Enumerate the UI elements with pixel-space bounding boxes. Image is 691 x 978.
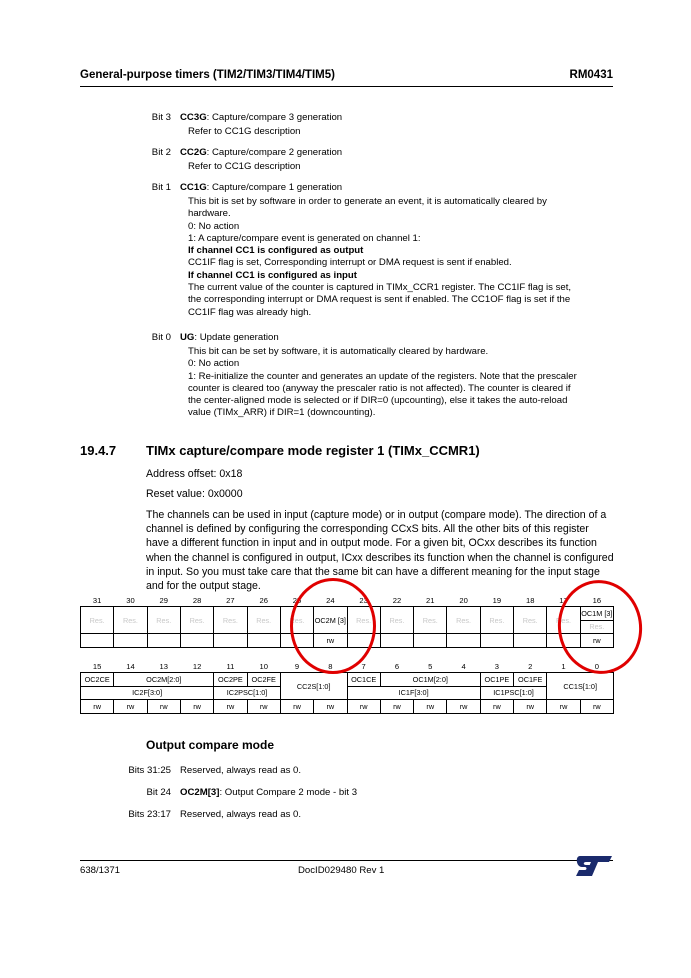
section-title: TIMx capture/compare mode register 1 (TIMx_CCMR1) bbox=[146, 443, 480, 458]
ic1psc-field: IC1PSC[1:0] bbox=[480, 686, 547, 700]
ic2f-field: IC2F[3:0] bbox=[81, 686, 214, 700]
access-cell bbox=[114, 634, 147, 648]
page-header-ref: RM0431 bbox=[569, 69, 613, 81]
bit-number: Bit 1 bbox=[151, 182, 171, 193]
oc1m3-field: OC1M [3] bbox=[580, 607, 613, 621]
oc2pe-field: OC2PE bbox=[214, 673, 247, 687]
highlight-circle-oc2m bbox=[290, 578, 376, 674]
page-header-title: General-purpose timers (TIM2/TIM3/TIM4/TIM5) bbox=[80, 69, 335, 81]
access-cell: rw bbox=[280, 700, 313, 714]
bit-name: UG: Update generation bbox=[180, 332, 279, 343]
bit-number: Bit 0 bbox=[151, 332, 171, 343]
section-number: 19.4.7 bbox=[80, 443, 117, 458]
access-cell: rw bbox=[414, 700, 447, 714]
cc1s-field: CC1S[1:0] bbox=[547, 673, 614, 700]
section-paragraph: The channels can be used in input (capture mode) or in output (compare mode). The direction of a channel is defined by configuring the corresponding CCxS bits. All the other bits of this register have a different function in input and in output mode. For a given bit, OCxx describes its function when the channel is configured in output, ICxx describes its function when the channel is configured in input. So you must take care that the same bit can have a different meaning for the input stage and for the output stage. bbox=[146, 509, 614, 593]
bit-index: 31 bbox=[92, 595, 102, 605]
access-cell bbox=[247, 634, 280, 648]
bit-index: 8 bbox=[328, 661, 333, 671]
bit-index: 16 bbox=[592, 595, 602, 605]
access-cell: rw bbox=[380, 700, 413, 714]
access-cell bbox=[514, 634, 547, 648]
access-cell: rw bbox=[247, 700, 280, 714]
oc1fe-field: OC1FE bbox=[514, 673, 547, 687]
ic2psc-field: IC2PSC[1:0] bbox=[214, 686, 281, 700]
bit-index: 26 bbox=[259, 595, 268, 605]
ic1f-field: IC1F[3:0] bbox=[347, 686, 480, 700]
reserved-field: Res. bbox=[414, 607, 447, 634]
access-cell bbox=[81, 634, 114, 648]
cc2s-field: CC2S[1:0] bbox=[280, 673, 347, 700]
bit-number: Bits 23:17 bbox=[128, 809, 171, 820]
access-cell: rw bbox=[81, 700, 114, 714]
bit-index: 15 bbox=[92, 661, 102, 671]
bit-index: 30 bbox=[126, 595, 135, 605]
access-cell: rw bbox=[214, 700, 247, 714]
access-cell: rw bbox=[347, 700, 380, 714]
bit-detail: Refer to CC1G description bbox=[188, 161, 301, 172]
bit-number: Bit 2 bbox=[151, 147, 171, 158]
bit-index: 14 bbox=[126, 661, 135, 671]
reserved-field: Res. bbox=[180, 607, 213, 634]
access-cell: rw bbox=[147, 700, 180, 714]
access-cell: rw bbox=[447, 700, 480, 714]
bit-name: CC1G: Capture/compare 1 generation bbox=[180, 182, 343, 193]
bit-detail: Refer to CC1G description bbox=[188, 126, 301, 137]
oc2m-field: OC2M[2:0] bbox=[114, 673, 214, 687]
bit-index: 29 bbox=[159, 595, 168, 605]
bit-text: OC2M[3]: Output Compare 2 mode - bit 3 bbox=[180, 787, 358, 798]
st-logo-icon bbox=[574, 854, 614, 878]
address-offset: Address offset: 0x18 bbox=[146, 468, 243, 480]
bit-name: CC3G: Capture/compare 3 generation bbox=[180, 112, 343, 123]
bit-index: 13 bbox=[159, 661, 168, 671]
access-cell bbox=[180, 634, 213, 648]
reset-value: Reset value: 0x0000 bbox=[146, 488, 243, 500]
oc1ce-field: OC1CE bbox=[347, 673, 380, 687]
oc1m-field: OC1M[2:0] bbox=[380, 673, 480, 687]
access-cell: rw bbox=[114, 700, 147, 714]
bit-text: Reserved, always read as 0. bbox=[180, 765, 302, 776]
reserved-field: Res. bbox=[347, 607, 380, 634]
oc2m3-field: OC2M [3] bbox=[314, 607, 347, 634]
bit-text: Reserved, always read as 0. bbox=[180, 809, 302, 820]
access-row bbox=[81, 700, 614, 714]
access-cell: rw bbox=[580, 634, 613, 648]
bit-index: 12 bbox=[192, 661, 202, 671]
bit-index: 11 bbox=[226, 661, 235, 671]
bit-index: 18 bbox=[525, 595, 535, 605]
bit-number: Bit 24 bbox=[146, 787, 171, 798]
reserved-field: Res. bbox=[580, 620, 613, 634]
bit-index: 25 bbox=[292, 595, 302, 605]
reserved-field: Res. bbox=[480, 607, 513, 634]
bit-index: 9 bbox=[294, 661, 300, 671]
footer-rule bbox=[80, 860, 613, 861]
bit-number: Bits 31:25 bbox=[128, 765, 171, 776]
access-cell: rw bbox=[580, 700, 613, 714]
bit-index: 1 bbox=[561, 661, 566, 671]
bit-index: 27 bbox=[226, 595, 235, 605]
access-cell bbox=[380, 634, 413, 648]
header-rule bbox=[80, 86, 613, 87]
reserved-field: Res. bbox=[147, 607, 180, 634]
bit-index: 28 bbox=[192, 595, 202, 605]
bit-index: 7 bbox=[361, 661, 366, 671]
bit-index: 20 bbox=[459, 595, 468, 605]
bit-index: 21 bbox=[426, 595, 435, 605]
access-cell: rw bbox=[514, 700, 547, 714]
bit-detail: This bit can be set by software, it is automatically cleared by hardware. 0: No action 1: Re-initialize the counter and generates an update of the registers. Note that the prescaler counter is cleared too (anyway the prescaler ratio is not affected). The counter is cleared if the center-aligned mode is selected or if DIR=0 (upcounting), else it takes the auto-reload value (TIMx_ARR) if DIR=1 (downcounting). bbox=[188, 346, 577, 419]
output-field-row bbox=[81, 673, 614, 687]
bit-index: 2 bbox=[528, 661, 533, 671]
bit-index: 5 bbox=[428, 661, 433, 671]
access-cell: rw bbox=[314, 634, 347, 648]
reserved-field: Res. bbox=[447, 607, 480, 634]
document-id: DocID029480 Rev 1 bbox=[298, 865, 385, 876]
access-cell: rw bbox=[547, 700, 580, 714]
bit-index: 17 bbox=[559, 595, 568, 605]
oc2ce-field: OC2CE bbox=[81, 673, 114, 687]
access-cell bbox=[214, 634, 247, 648]
bit-index: 3 bbox=[494, 661, 500, 671]
access-cell bbox=[147, 634, 180, 648]
oc1pe-field: OC1PE bbox=[480, 673, 513, 687]
access-cell: rw bbox=[180, 700, 213, 714]
bit-index: 24 bbox=[326, 595, 335, 605]
access-cell bbox=[414, 634, 447, 648]
page-number: 638/1371 bbox=[80, 865, 121, 876]
bit-index: 19 bbox=[492, 595, 502, 605]
reserved-field: Res. bbox=[81, 607, 114, 634]
bit-index: 10 bbox=[259, 661, 268, 671]
reserved-field: Res. bbox=[380, 607, 413, 634]
access-cell: rw bbox=[314, 700, 347, 714]
bit-detail: This bit is set by software in order to generate an event, it is automatically cleared by hardware. 0: No action 1: A capture/compare event is generated on channel 1: If channel CC1 is configured as output CC1IF flag is set, Corresponding interrupt or DMA request is sent if enabled. If channel CC1 is configured as input The current value of the counter is captured in TIMx_CCR1 register. The CC1IF flag is set, the corresponding interrupt or DMA request is sent if enabled. The CC1OF flag is set if the CC1IF flag was already high. bbox=[188, 196, 572, 318]
bit-index: 23 bbox=[359, 595, 368, 605]
access-cell bbox=[480, 634, 513, 648]
bit-number: Bit 3 bbox=[151, 112, 171, 123]
bit-name: CC2G: Capture/compare 2 generation bbox=[180, 147, 343, 158]
output-compare-heading: Output compare mode bbox=[146, 738, 275, 752]
bit-index: 22 bbox=[392, 595, 402, 605]
bit-index: 4 bbox=[461, 661, 466, 671]
bit-index: 6 bbox=[394, 661, 400, 671]
access-cell bbox=[447, 634, 480, 648]
reserved-field: Res. bbox=[547, 607, 580, 634]
reserved-field: Res. bbox=[114, 607, 147, 634]
reserved-field: Res. bbox=[214, 607, 247, 634]
input-field-row bbox=[81, 686, 614, 700]
access-cell: rw bbox=[480, 700, 513, 714]
reserved-field: Res. bbox=[514, 607, 547, 634]
reserved-field: Res. bbox=[280, 607, 313, 634]
reserved-field: Res. bbox=[247, 607, 280, 634]
oc2fe-field: OC2FE bbox=[247, 673, 280, 687]
bit-index: 0 bbox=[594, 661, 599, 671]
